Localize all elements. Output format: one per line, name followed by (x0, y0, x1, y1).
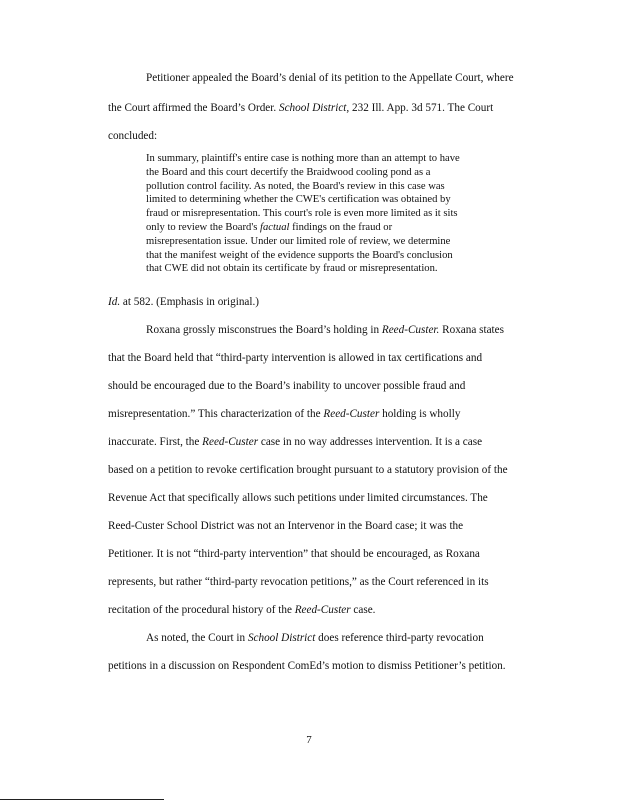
case-citation: Reed-Custer (202, 436, 259, 448)
paragraph-line: inaccurate. First, the Reed-Custer case in no way addresses intervention. It is a case (108, 436, 483, 448)
paragraph-line: Petitioner appealed the Board’s denial of its petition to the Appellate Court, where (146, 72, 514, 84)
page-number: 7 (306, 734, 312, 746)
paragraph-line: Petitioner. It is not “third-party intervention” that should be encouraged, as Roxana (108, 548, 480, 560)
quote-line: limited to determining whether the CWE's certification was obtained by (146, 194, 451, 206)
quote-line: fraud or misrepresentation. This court's role is even more limited as it sits (146, 208, 458, 220)
quote-line: pollution control facility. As noted, the Board's review in this case was (146, 180, 445, 192)
paragraph-line: should be encouraged due to the Board’s inability to uncover possible fraud and (108, 380, 466, 392)
quote-line: the Board and this court decertify the Braidwood cooling pond as a (146, 166, 431, 178)
quote-line: In summary, plaintiff's entire case is nothing more than an attempt to have (146, 153, 460, 164)
paragraph-line: Roxana grossly misconstrues the Board’s holding in Reed-Custer. Roxana states (146, 324, 504, 336)
case-citation: School District, (278, 102, 350, 114)
paragraph-line: that the Board held that “third-party intervention is allowed in tax certifications and (108, 352, 483, 364)
paragraph-line: Revenue Act that specifically allows such petitions under limited circumstances. The (108, 492, 488, 504)
case-citation: School District (247, 632, 316, 644)
block-quote (146, 152, 566, 276)
case-citation: Reed-Custer (323, 408, 380, 420)
quote-line: that the manifest weight of the evidence supports the Board's conclusion (146, 249, 453, 261)
paragraph-line: the Court affirmed the Board’s Order. School District, 232 Ill. App. 3d 571. The Court (108, 102, 494, 114)
quote-line: that CWE did not obtain its certificate by fraud or misrepresentation. (146, 263, 438, 275)
case-citation: Reed-Custer. (381, 324, 440, 336)
paragraph-line: concluded: (108, 130, 158, 142)
quote-line: only to review the Board's factual findings on the fraud or (146, 221, 393, 233)
paragraph-line: misrepresentation.” This characterization of the Reed-Custer holding is wholly (108, 408, 461, 420)
citation-line: Id. at 582. (Emphasis in original.) (108, 296, 260, 308)
case-citation: Reed-Custer (294, 604, 351, 616)
emphasis: factual (260, 221, 290, 233)
paragraph-line: Reed-Custer School District was not an Intervenor in the Board case; it was the (108, 520, 464, 532)
paragraph-line: based on a petition to revoke certification brought pursuant to a statutory provision of the (108, 464, 508, 476)
paragraph-line: represents, but rather “third-party revocation petitions,” as the Court referenced in its (108, 576, 489, 588)
paragraph-line: As noted, the Court in School District does reference third-party revocation (146, 632, 484, 644)
quote-line: misrepresentation issue. Under our limited role of review, we determine (146, 235, 451, 247)
paragraph-line: petitions in a discussion on Respondent ComEd’s motion to dismiss Petitioner’s petition. (108, 660, 506, 672)
paragraph-line: recitation of the procedural history of the Reed-Custer case. (108, 604, 376, 616)
